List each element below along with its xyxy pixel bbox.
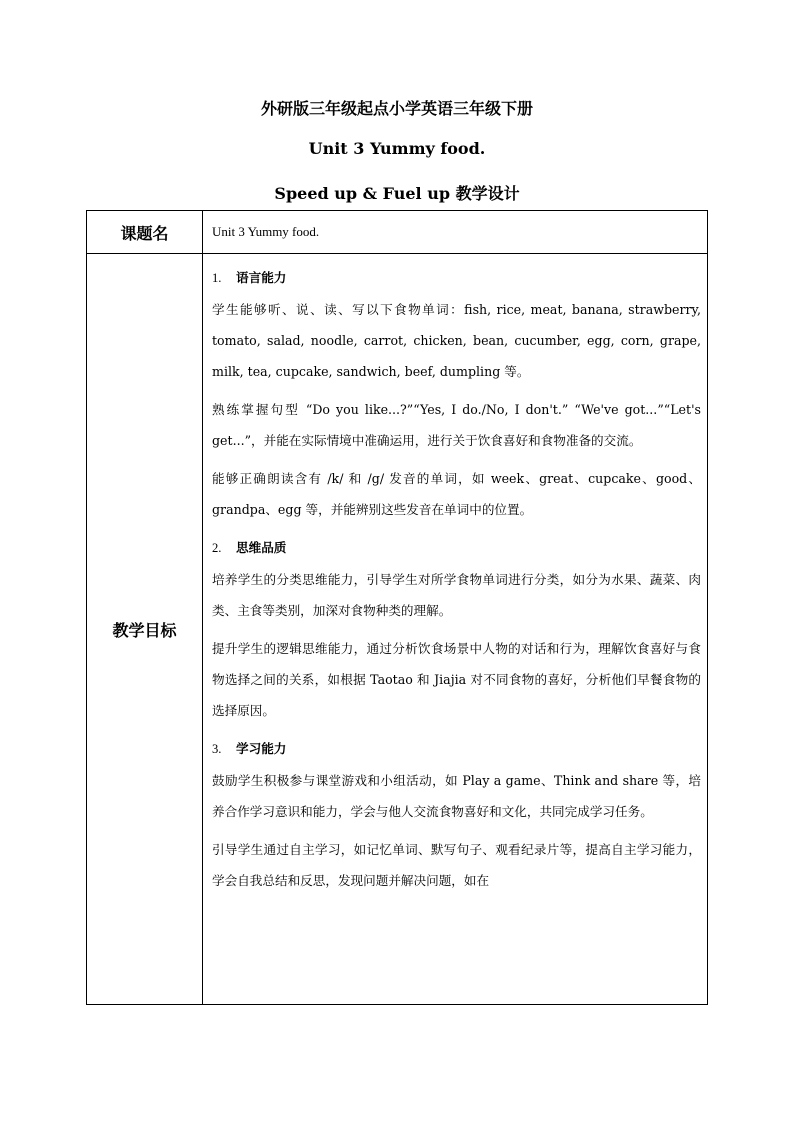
topic-value-cell xyxy=(203,211,708,254)
table-row-objectives xyxy=(87,254,708,1005)
objectives-content xyxy=(203,254,707,1004)
section-heading-thinking xyxy=(212,532,701,564)
document-title: 外研版三年级起点小学英语三年级下册 xyxy=(260,99,533,118)
objectives-cell xyxy=(203,254,708,1005)
paragraph: 提升学生的逻辑思维能力，通过分析饮食场景中人物的对话和行为，理解饮食喜好与食物选择之间的关系，如根据 Taotao 和 Jiajia 对不同食物的喜好，分析他们早餐食物的选择原因。 xyxy=(212,641,701,718)
paragraph: 鼓励学生积极参与课堂游戏和小组活动，如 Play a game、Think and share 等，培养合作学习意识和能力，学会与他人交流食物喜好和文化，共同完成学习任务。 xyxy=(212,773,701,819)
section-heading-language xyxy=(212,262,701,294)
paragraph: 培养学生的分类思维能力，引导学生对所学食物单词进行分类，如分为水果、蔬菜、肉类、主食等类别，加深对食物种类的理解。 xyxy=(212,572,701,618)
unit-title: Unit 3 Yummy food. xyxy=(308,139,486,158)
paragraph: 引导学生通过自主学习，如记忆单词、默写句子、观看纪录片等，提高自主学习能力，学会自我总结和反思，发现问题并解决问题，如在 xyxy=(212,842,701,888)
paragraph: 学生能够听、说、读、写以下食物单词：fish, rice, meat, banana, strawberry, tomato, salad, noodle, carrot, chicken, bean, cucumber, egg, corn, grape, milk, tea, cupcake, sandwich, beef, dumpling 等。 xyxy=(212,302,701,379)
topic-value: Unit 3 Yummy food. xyxy=(212,224,320,239)
section-name: 学习能力 xyxy=(236,741,287,756)
lesson-subtitle: Speed up & Fuel up 教学设计 xyxy=(274,184,520,203)
section-name: 语言能力 xyxy=(236,270,287,285)
lesson-plan-table xyxy=(86,210,708,1005)
objectives-label: 教学目标 xyxy=(87,254,203,1005)
topic-label: 课题名 xyxy=(87,211,203,254)
section-number: 3. xyxy=(212,742,222,756)
section-heading-learning xyxy=(212,733,701,765)
paragraph: 能够正确朗读含有 /k/ 和 /g/ 发音的单词，如 week、great、cupcake、good、grandpa、egg 等，并能辨别这些发音在单词中的位置。 xyxy=(212,471,701,517)
paragraph: 熟练掌握句型 “Do you like...?”“Yes, I do./No, I don't.” “We've got...”“Let's get...”，并能在实际情境中准确运用，进行关于饮食喜好和食物准备的交流。 xyxy=(212,402,701,448)
section-name: 思维品质 xyxy=(236,540,287,555)
section-number: 2. xyxy=(212,541,222,555)
table-row-topic xyxy=(87,211,708,254)
section-number: 1. xyxy=(212,271,222,285)
